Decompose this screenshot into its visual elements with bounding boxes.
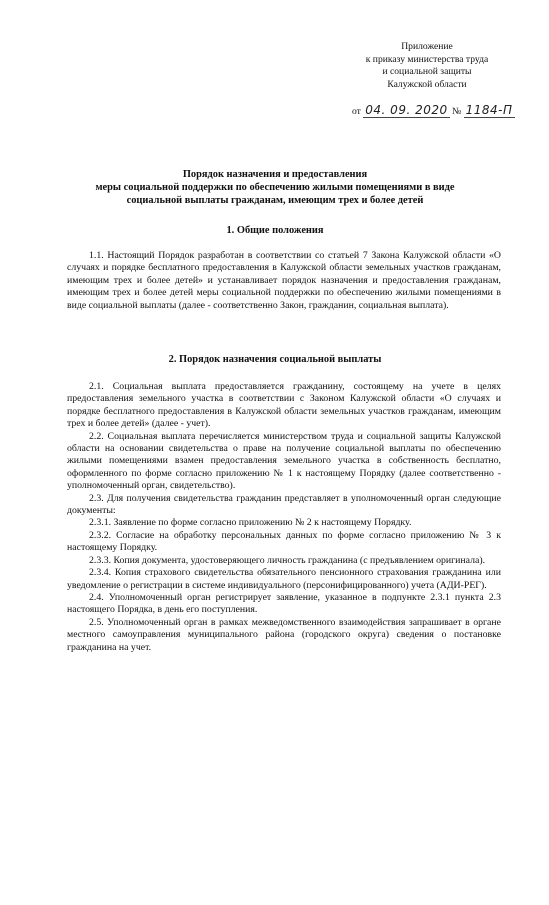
paragraph-text: 1.1. Настоящий Порядок разработан в соответствии со статьей 7 Закона Калужской области «О случаях и порядке бесплатного предоставления в Калужской области земельных участков гражданам, имеющим трех и более детей» и устанавливает порядок назначения и предоставления гражданам, имеющим трех и более детей меры социальной поддержки по обеспечению жилыми помещениями в виде социальной выплаты (далее - соответственно Закон, гражданин, социальная выплата). [67,250,501,311]
paragraph [67,567,501,592]
paragraph [67,493,501,518]
date-prefix: от [352,106,361,117]
number-prefix: № [452,106,462,117]
paragraph [67,592,501,617]
section-2-body [67,381,501,654]
handwritten-date: 04. 09. 2020 [365,103,448,117]
title-line: социальной выплаты гражданам, имеющим трех и более детей [126,195,424,207]
document-title [60,168,490,208]
order-date-number [352,103,515,117]
appendix-line: к приказу министерства труда [365,53,489,65]
paragraph-text: 2.4. Уполномоченный орган регистрирует заявление, указанное в подпункте 2.3.1 пункта 2.3 настоящего Порядка, в день его поступления. [67,591,501,616]
title-line: Порядок назначения и предоставления [182,169,368,180]
paragraph [67,617,501,654]
paragraph [67,555,501,567]
appendix-line: и социальной защиты [382,66,472,78]
paragraph-text: 2.1. Социальная выплата предоставляется гражданину, состоящему на учете в целях предоставления земельного участка в соответствии с Законом Калужской области «О случаях и порядке бесплатного предоставления в Калужской области земельных участков гражданам, имеющим трех и более детей» (далее - учет). [67,381,501,430]
appendix-block [352,41,502,91]
appendix-line: Приложение [401,41,453,52]
paragraph-text: 2.3.2. Согласие на обработку персональных данных по форме согласно приложению № 3 к настоящему Порядку. [67,529,501,554]
paragraph [67,250,501,312]
handwritten-number: 1184-П [465,103,513,117]
paragraph [67,530,501,555]
appendix-line: Калужской области [387,78,467,90]
paragraph-text: 2.5. Уполномоченный орган в рамках межведомственного взаимодействия запрашивает в органе местного самоуправления муниципального района (городского округа) сведения о постановке гражданина на учет. [67,616,501,653]
section-1-body [67,250,501,312]
paragraph-text: 2.3.3. Копия документа, удостоверяющего личность гражданина (с предъявлением оригинала). [89,554,486,566]
paragraph-text: 2.3.1. Заявление по форме согласно приложению № 2 к настоящему Порядку. [89,517,412,529]
title-line: меры социальной поддержки по обеспечению жилыми помещениями в виде [95,182,455,194]
paragraph-text: 2.2. Социальная выплата перечисляется министерством труда и социальной защиты Калужской области на основании свидетельства о праве на получение социальной выплаты по обеспечению жилыми помещениями взамен предоставления земельного участка в собственность бесплатно, оформленного по форме согласно приложению № 1 к настоящему Порядку (далее соответственно - уполномоченный орган, свидетельство). [67,430,501,492]
section-1-heading: 1. Общие положения [226,225,324,236]
paragraph [67,381,501,431]
paragraph [67,517,501,529]
paragraph-text: 2.3.4. Копия страхового свидетельства обязательного пенсионного страхования гражданина или уведомление о регистрации в системе индивидуального (персонифицированного) учета (АДИ-РЕГ). [67,567,501,591]
paragraph [67,431,501,493]
section-2-heading: 2. Порядок назначения социальной выплаты [168,354,382,365]
paragraph-text: 2.3. Для получения свидетельства гражданин представляет в уполномоченный орган следующие документы: [67,492,501,517]
